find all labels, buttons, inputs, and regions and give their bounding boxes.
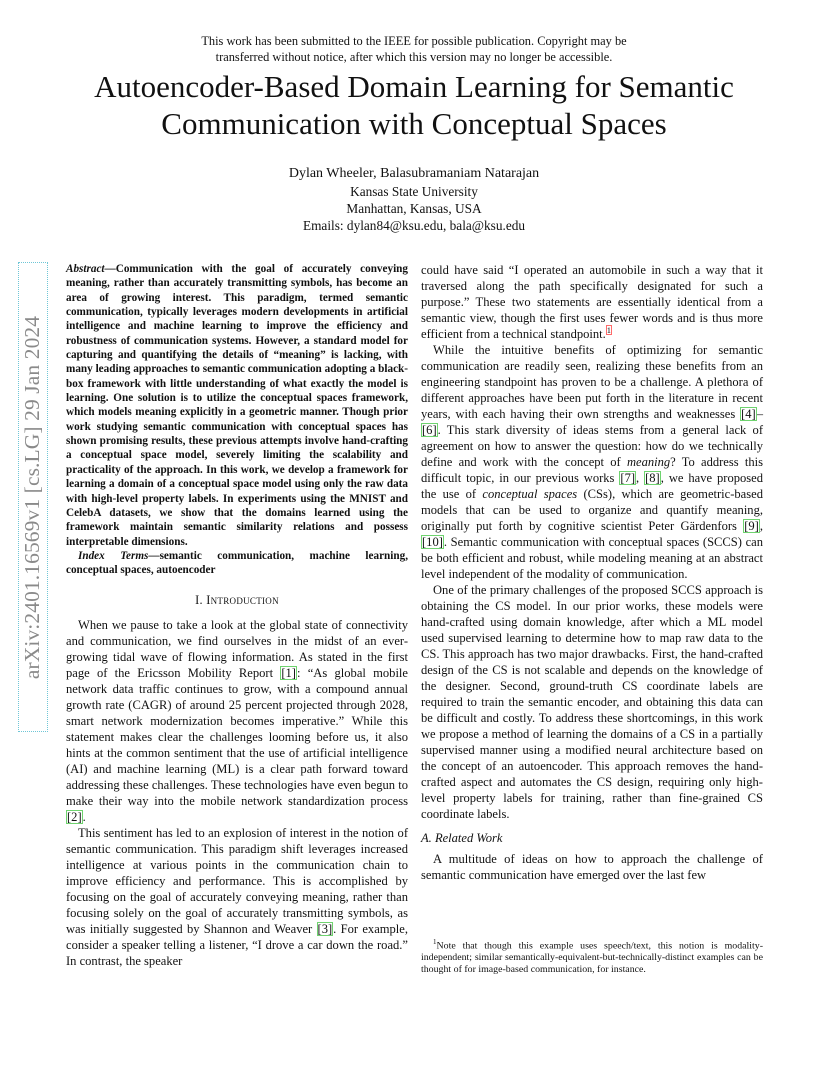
section-title: Introduction	[206, 592, 279, 607]
author-names: Dylan Wheeler, Balasubramaniam Natarajan	[288, 166, 540, 181]
intro-p4-text-d: , we have proposed the use of	[421, 471, 763, 501]
citation-link[interactable]: [8]	[645, 471, 660, 485]
intro-p1-text-b: : “As global mobile network data traffic continues to grow, with a compound annual growth rate (CAGR) of around 25 percent projected through 2028, smart network modernization becomes imperative.” While this statement makes clear the challenges looming before us, it also hints at the common sentiment that the use of artificial intelligence (AI) and machine learning (ML) is a clear path forward toward addressing these challenges. These technologies have even begun to make their way into the mobile network standardization process	[66, 665, 408, 808]
intro-p1-text-c: .	[82, 809, 86, 824]
author-block	[0, 165, 828, 234]
related-work-paragraph-1: A multitude of ideas on how to approach the challenge of semantic communication have emerged over the last few	[421, 852, 763, 882]
intro-p1-text-a: When we pause to take a look at the global state of connectivity and communication, we find ourselves in the midst of an ever-growing tidal wave of flowing information. As stated in the first page of the Ericsson Mobility Report	[66, 617, 408, 680]
notice-line-1: This work has been submitted to the IEEE for possible publication. Copyright may be	[201, 34, 627, 48]
intro-paragraph-1	[66, 617, 408, 825]
citation-link[interactable]: [9]	[744, 519, 759, 533]
intro-paragraph-2	[66, 825, 408, 969]
arxiv-identifier-text: arXiv:2401.16569v1 [cs.LG] 29 Jan 2024	[20, 315, 45, 679]
intro-p4-text-a: While the intuitive benefits of optimizing for semantic communication are readily seen, realizing these benefits from an engineering standpoint has proven to be a challenge. A plethora of different approaches have been put forth in the literature in recent years, with each having their own strengths and weaknesses	[421, 343, 763, 421]
title-line-1: Autoencoder-Based Domain Learning for Semantic	[94, 69, 734, 104]
citation-link[interactable]: [3]	[317, 921, 333, 936]
intro-paragraph-5: One of the primary challenges of the proposed SCCS approach is obtaining the CS model. In our prior works, these models were hand-crafted using domain knowledge, after which a ML model used supervised learning to determine how to map raw data to the CS. This approach has two major drawbacks. First, the hand-crafted design of the CS is not scalable and depends on the knowledge of the designer. Second, ground-truth CS coordinate labels are required to train the semantic encoder, and obtaining this data can be difficult and costly. To address these shortcomings, in this work we propose a method of learning the domains of a CS in a partially supervised manner using a modified neural architecture based on the concept of an autoencoder. This approach removes the hand-crafted aspect and automates the CS design, requiring only high-level property labels for training, rather than fine-grained CS coordinate labels.	[421, 583, 763, 821]
title-line-2: Communication with Conceptual Spaces	[161, 106, 667, 141]
index-terms-text: —semantic communication, machine learning, conceptual spaces, autoencoder	[66, 549, 408, 577]
section-heading-introduction	[66, 592, 408, 608]
arxiv-identifier-link[interactable]	[18, 262, 48, 732]
citation-separator: ,	[759, 519, 763, 533]
footnote	[421, 936, 763, 976]
author-emails: Emails: dylan84@ksu.edu, bala@ksu.edu	[302, 218, 526, 233]
intro-paragraph-3	[421, 262, 763, 342]
paper-title	[0, 68, 828, 142]
footnote-link[interactable]: 1	[606, 324, 612, 335]
index-terms	[66, 549, 408, 578]
citation-range-dash: –	[756, 407, 763, 421]
citation-link[interactable]: [6]	[422, 423, 437, 437]
author-affiliation: Kansas State University	[350, 184, 478, 199]
notice-line-2: transferred without notice, after which this version may no longer be accessible.	[215, 49, 613, 64]
abstract-lead: Abstract	[66, 263, 105, 275]
left-column	[66, 262, 408, 969]
emphasis-conceptual-spaces: conceptual spaces	[482, 487, 578, 501]
citation-link[interactable]: [10]	[422, 535, 443, 549]
intro-paragraph-4	[421, 342, 763, 582]
abstract-text: —Communication with the goal of accurately conveying meaning, rather than accurately transmitting symbols, has become an area of growing interest. This paradigm, termed semantic communication, typically leverages modern developments in artificial intelligence and machine learning to improve the efficiency and robustness of communication systems. However, a standard model for capturing and quantifying the details of “meaning” is lacking, with many leading approaches to semantic communication adopting a black-box framework with little understanding of what exactly the model is learning. One solution is to utilize the conceptual spaces framework, which models meaning explicitly in a geometric manner. Though prior work studying semantic communication with conceptual spaces has shown promising results, these previous attempts involve hand-crafting a conceptual space model, severely limiting the scalability and practicality of the approach. In this work, we develop a framework for learning a domain of a conceptual space model using only the raw data with high-level property labels. In experiments using the MNIST and CelebA datasets, we show that the domains learned using the framework maintain semantic similarity relations and possess interpretable dimensions.	[66, 263, 408, 548]
author-location: Manhattan, Kansas, USA	[346, 201, 482, 216]
footnote-number: 1	[433, 938, 437, 946]
intro-p4-text-b: . This stark diversity of ideas stems from a general lack of agreement on how to answer the question: how do we technically define and work with the concept of	[421, 423, 763, 469]
intro-p3-text: could have said “I operated an automobile in such a way that it traversed along the path specifically designated for such a purpose.” These two statements are essentially identical from a semantic view, though the first uses fewer words and is thus more efficient from a technical standpoint.	[421, 263, 763, 341]
emphasis-meaning: meaning	[626, 455, 671, 469]
section-numeral: I.	[195, 592, 203, 607]
copyright-notice	[0, 34, 828, 65]
intro-p4-text-f: . Semantic communication with conceptual spaces (SCCS) can be both efficient and robust, while modeling meaning at an abstract level independent of the modality of communication.	[421, 535, 763, 581]
citation-link[interactable]: [1]	[281, 665, 296, 680]
intro-p4-text-c: ? To address this difficult topic, in our previous works	[421, 455, 763, 485]
right-column	[421, 262, 763, 883]
citation-separator: ,	[636, 471, 645, 485]
citation-link[interactable]: [2]	[67, 809, 82, 824]
footnote-text: Note that though this example uses speech/text, this notion is modality-independent; similar semantically-equivalent-but-technically-distinct examples can be thought of for image-based communication, for instance.	[421, 940, 763, 976]
intro-p4-text-e: (CSs), which are geometric-based models that can be used to organize and quantify meaning, originally put forth by cognitive scientist Peter Gärdenfors	[421, 487, 763, 533]
citation-link[interactable]: [4]	[741, 407, 756, 421]
index-terms-lead: Index Terms	[78, 549, 149, 562]
citation-link[interactable]: [7]	[620, 471, 636, 485]
subsection-heading-related-work: A. Related Work	[421, 831, 503, 845]
abstract	[66, 262, 408, 549]
intro-p2-text-b: . For example, consider a speaker telling a listener, “I drove a car down the road.” In contrast, the speaker	[66, 921, 408, 968]
intro-p2-text-a: This sentiment has led to an explosion of interest in the notion of semantic communication. This paradigm shift leverages increased intelligence at various points in the communication chain to improve efficiency and performance. This is accomplished by focusing on the goal of accurately conveying meaning, rather than focusing solely on the goal of accurately transmitting symbols, as was initially suggested by Shannon and Weaver	[66, 825, 408, 936]
